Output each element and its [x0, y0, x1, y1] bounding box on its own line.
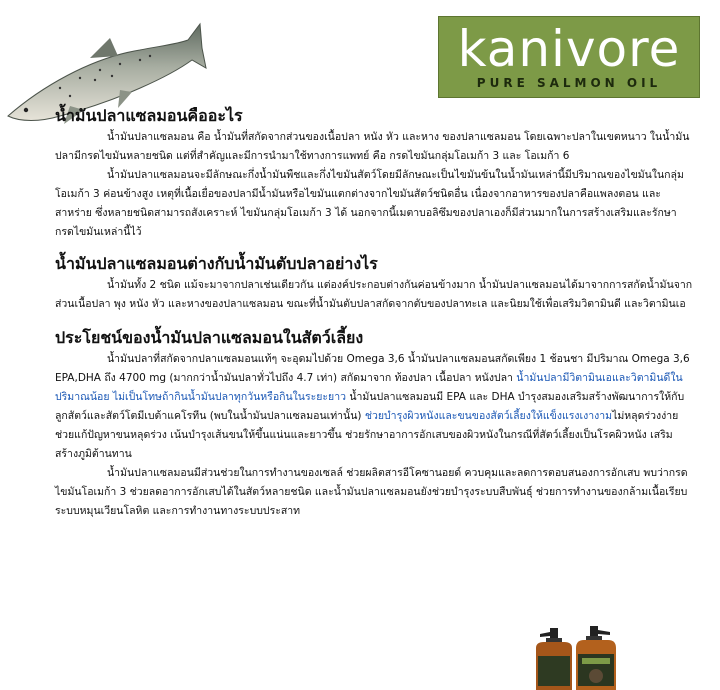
text-run: น้ำมันปลาแซลมอนมี EPA และ DHA บำรุงสมองเสริมสร้างพัฒนาการให้กับลูกสัตว์และสัตว์โตมีเบต้าแคโรทีน (พบในน้ำมันปลาแซลมอนเท่านั้น) — [55, 391, 685, 422]
paragraph: น้ำมันปลาแซลมอน คือ น้ำมันที่สกัดจากส่วนของเนื้อปลา หนัง หัว และหาง ของปลาแซลมอน โดยเฉพาะปลาในเขตหนาว ในน้ำมันปลามีกรดไขมันหลายชนิด แต่ที่สำคัญและมีการนำมาใช้ทางการแพทย์ คือ กรดไขมันกลุ่มโอเมก้า 3 และ โอเมก้า 6 — [55, 131, 690, 162]
highlight-text: น้ำมันปลามีวิตามินเอและวิตามินดีในปริมาณน้อย ไม่เป็นโทษถ้ากินน้ำมันปลาทุกวันหรือกินในระยะยาว — [55, 372, 683, 403]
paragraph: น้ำมันทั้ง 2 ชนิด แม้จะมาจากปลาเช่นเดียวกัน แต่องค์ประกอบต่างกันค่อนข้างมาก น้ำมันปลาแซลมอนได้มาจากการสกัดน้ำมันจากส่วนเนื้อปลา พุง หนัง หัว และหางของปลาแซลมอน ขณะที่น้ำมันตับปลาสกัดจากตับของปลาทะเล และนิยมใช้เพื่อเสริมวิตามินดี และวิตามินเอ — [55, 279, 693, 310]
section-what-is-salmon-oil — [55, 104, 695, 242]
logo-tagline: PURE SALMON OIL — [476, 76, 662, 90]
logo-brand-name: kanivore — [457, 20, 681, 78]
product-bottles-image — [528, 626, 640, 690]
text-run: ไม่หลุดร่วงง่าย ช่วยแก้ปัญหาขนหลุดร่วง เน้นบำรุงเส้นขนให้ขึ้นแน่นและยาวขึ้น ช่วยรักษาอาการอักเสบของผิวหนังในกรณีที่สัตว์เลี้ยงเป็นโรคผิวหนัง เสริมสร้างภูมิต้านทาน — [55, 410, 679, 460]
article-content — [55, 104, 695, 521]
paragraph — [55, 350, 695, 464]
paragraph: น้ำมันปลาแซลมอนจะมีลักษณะกึ่งน้ำมันพืชและกึ่งไขมันสัตว์โดยมีลักษณะเป็นไขมันข้นในน้ำมันเหล่านี้มีปริมาณของไขมันในกลุ่มโอเมก้า 3 ค่อนข้างสูง เหตุที่เนื้อเยื่อของปลามีน้ำมันหรือไขมันแตกต่างจากไขมันสัตว์ชนิดอื่น เนื่องจากอาหารของปลาคือแพลงตอน และสาหร่าย ซึ่งหลายชนิดสามารถสังเคราะห์ ไขมันกลุ่มโอเมก้า 3 ได้ นอกจากนี้เมตาบอลิซึมของปลาเองก็มีส่วนมากในการสร้างเสริมและรักษากรดไขมันเหล่านี้ไว้ — [55, 169, 684, 238]
section-heading: น้ำมันปลาแซลมอนต่างกับน้ำมันตับปลาอย่างไร — [55, 254, 378, 273]
text-run: น้ำมันปลาที่สกัดจากปลาแซลมอนแท้ๆ จะอุดมไปด้วย Omega 3,6 น้ำมันปลาแซลมอนสกัดเพียง 1 ช้อนชา มีปริมาณ Omega 3,6 EPA,DHA ถึง 4700 mg (มากกว่าน้ำมันปลาทั่วไปถึง 4.7 เท่า) สกัดมาจาก ท้องปลา เนื้อปลา หนังปลา — [55, 353, 690, 384]
section-heading: ประโยชน์ของน้ำมันปลาแซลมอนในสัตว์เลี้ยง — [55, 328, 364, 347]
section-benefits-pets — [55, 326, 695, 521]
brand-logo — [438, 16, 700, 98]
paragraph: น้ำมันปลาแซลมอนมีส่วนช่วยในการทำงานของเซลล์ ช่วยผลิตสารอีโคซานอยด์ ควบคุมและลดการตอบสนองการอักเสบ พบว่ากรดไขมันโอเมก้า 3 ช่วยลดอาการอักเสบได้ในสัตว์หลายชนิด และน้ำมันปลาแซลมอนยังช่วยบำรุงระบบสืบพันธุ์ ช่วยการทำงานของกล้ามเนื้อเรียบ ระบบหมุนเวียนโลหิต และการทำงานทางระบบประสาท — [55, 467, 688, 517]
highlight-text: ช่วยบำรุงผิวหนังและขนของสัตว์เลี้ยงให้แข็งแรงเงางาม — [364, 410, 613, 422]
section-difference-cod-liver — [55, 252, 695, 314]
section-heading: น้ำมันปลาแซลมอนคืออะไร — [55, 106, 243, 125]
